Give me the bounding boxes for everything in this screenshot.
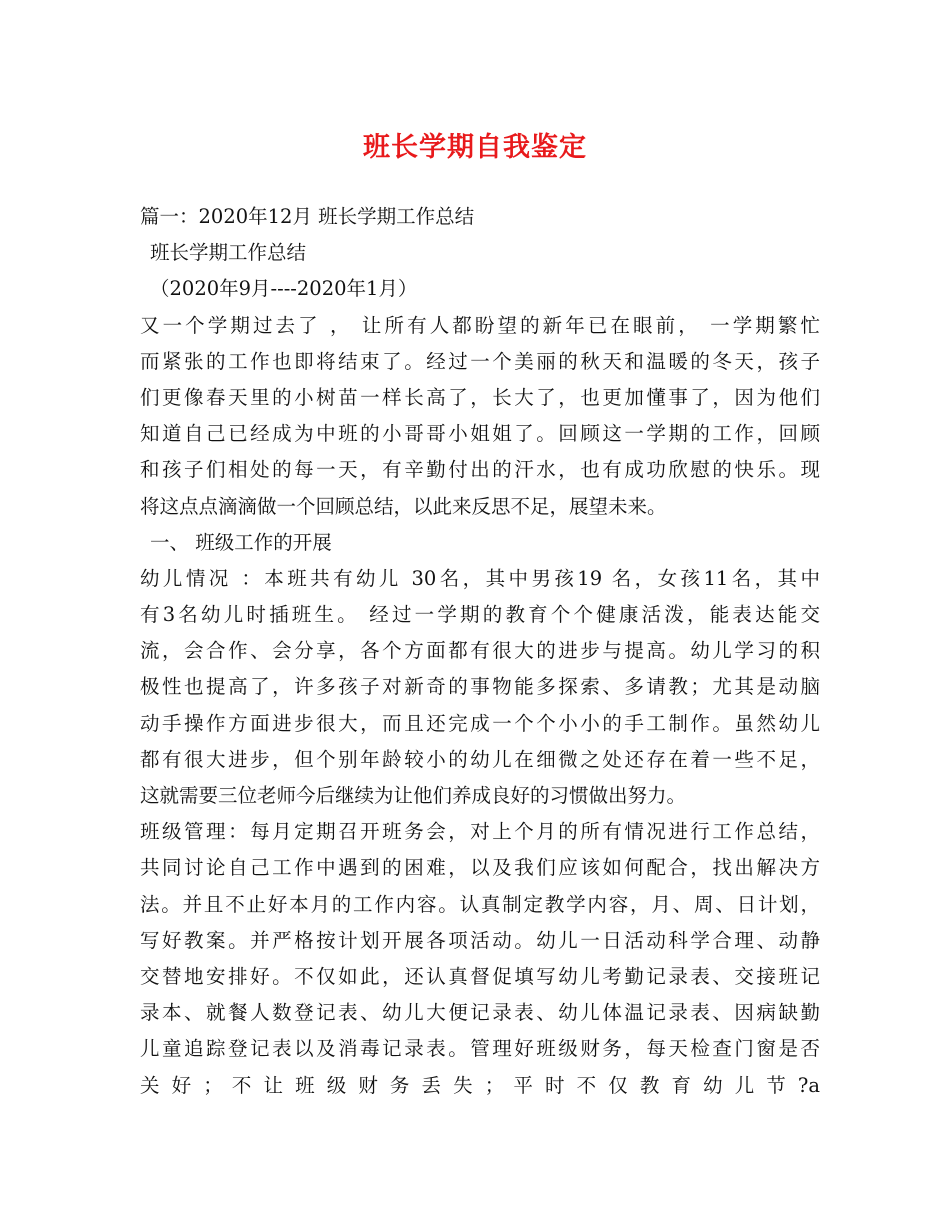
- text-line: 幼儿情况 ：本班共有幼儿 30名，其中男孩19 名，女孩11名，其中: [140, 566, 820, 590]
- text-line: 都有很大进步，但个别年龄较小的幼儿在细微之处还存在着一些不足，: [140, 747, 820, 771]
- text-line: 有3名幼儿时插班生。 经过一学期的教育个个健康活泼，能表达能交: [140, 603, 820, 627]
- text-line-heading: 篇一：2020年12月 班长学期工作总结: [140, 205, 475, 228]
- document-title: 班长学期自我鉴定: [363, 132, 587, 163]
- text-line: 法。并且不止好本月的工作内容。认真制定教学内容，月、周、日计划，: [140, 892, 820, 916]
- text-line: 这就需要三位老师今后继续为让他们养成良好的习惯做出努力。: [140, 784, 687, 807]
- text-line: 流，会合作、会分享，各个方面都有很大的进步与提高。幼儿学习的积: [140, 639, 820, 663]
- text-line: 录本、就餐人数登记表、幼儿大便记录表、幼儿体温记录表、因病缺勤: [140, 1001, 820, 1025]
- text-line-subtitle: 班长学期工作总结: [150, 241, 307, 265]
- text-line: 知道自己已经成为中班的小哥哥小姐姐了。回顾这一学期的工作，回顾: [140, 422, 820, 446]
- text-line: 关 好 ； 不 让 班 级 财 务 丢 失 ； 平 时 不 仅 教 育 幼 儿 节 ?a: [140, 1073, 820, 1097]
- text-line: 动手操作方面进步很大，而且还完成一个个小小的手工制作。虽然幼儿: [140, 711, 820, 735]
- text-line: 交替地安排好。不仅如此，还认真督促填写幼儿考勤记录表、交接班记: [140, 964, 820, 988]
- text-line: 极性也提高了，许多孩子对新奇的事物能多探索、多请教；尤其是动脑: [140, 675, 820, 699]
- text-line: 们更像春天里的小树苗一样长高了，长大了，也更加懂事了，因为他们: [140, 385, 820, 409]
- text-line: 而紧张的工作也即将结束了。经过一个美丽的秋天和温暖的冬天，孩子: [140, 349, 820, 373]
- section-heading: 一、 班级工作的开展: [150, 530, 332, 554]
- document-body: [140, 199, 820, 1104]
- text-line: 写好教案。并严格按计划开展各项活动。幼儿一日活动科学合理、动静: [140, 928, 820, 952]
- text-line: 又一个学期过去了 ， 让所有人都盼望的新年已在眼前， 一学期繁忙: [140, 313, 820, 337]
- text-line: 共同讨论自己工作中遇到的困难，以及我们应该如何配合，找出解决方: [140, 856, 820, 880]
- text-line: 和孩子们相处的每一天，有辛勤付出的汗水，也有成功欣慰的快乐。现: [140, 458, 820, 482]
- text-line: 将这点点滴滴做一个回顾总结，以此来反思不足，展望未来。: [140, 494, 667, 518]
- text-line-date-range: （2020年9月----2020年1月）: [150, 277, 418, 301]
- text-line: 班级管理：每月定期召开班务会，对上个月的所有情况进行工作总结，: [140, 820, 820, 844]
- text-line: 儿童追踪登记表以及消毒记录表。管理好班级财务，每天检查门窗是否: [140, 1037, 820, 1061]
